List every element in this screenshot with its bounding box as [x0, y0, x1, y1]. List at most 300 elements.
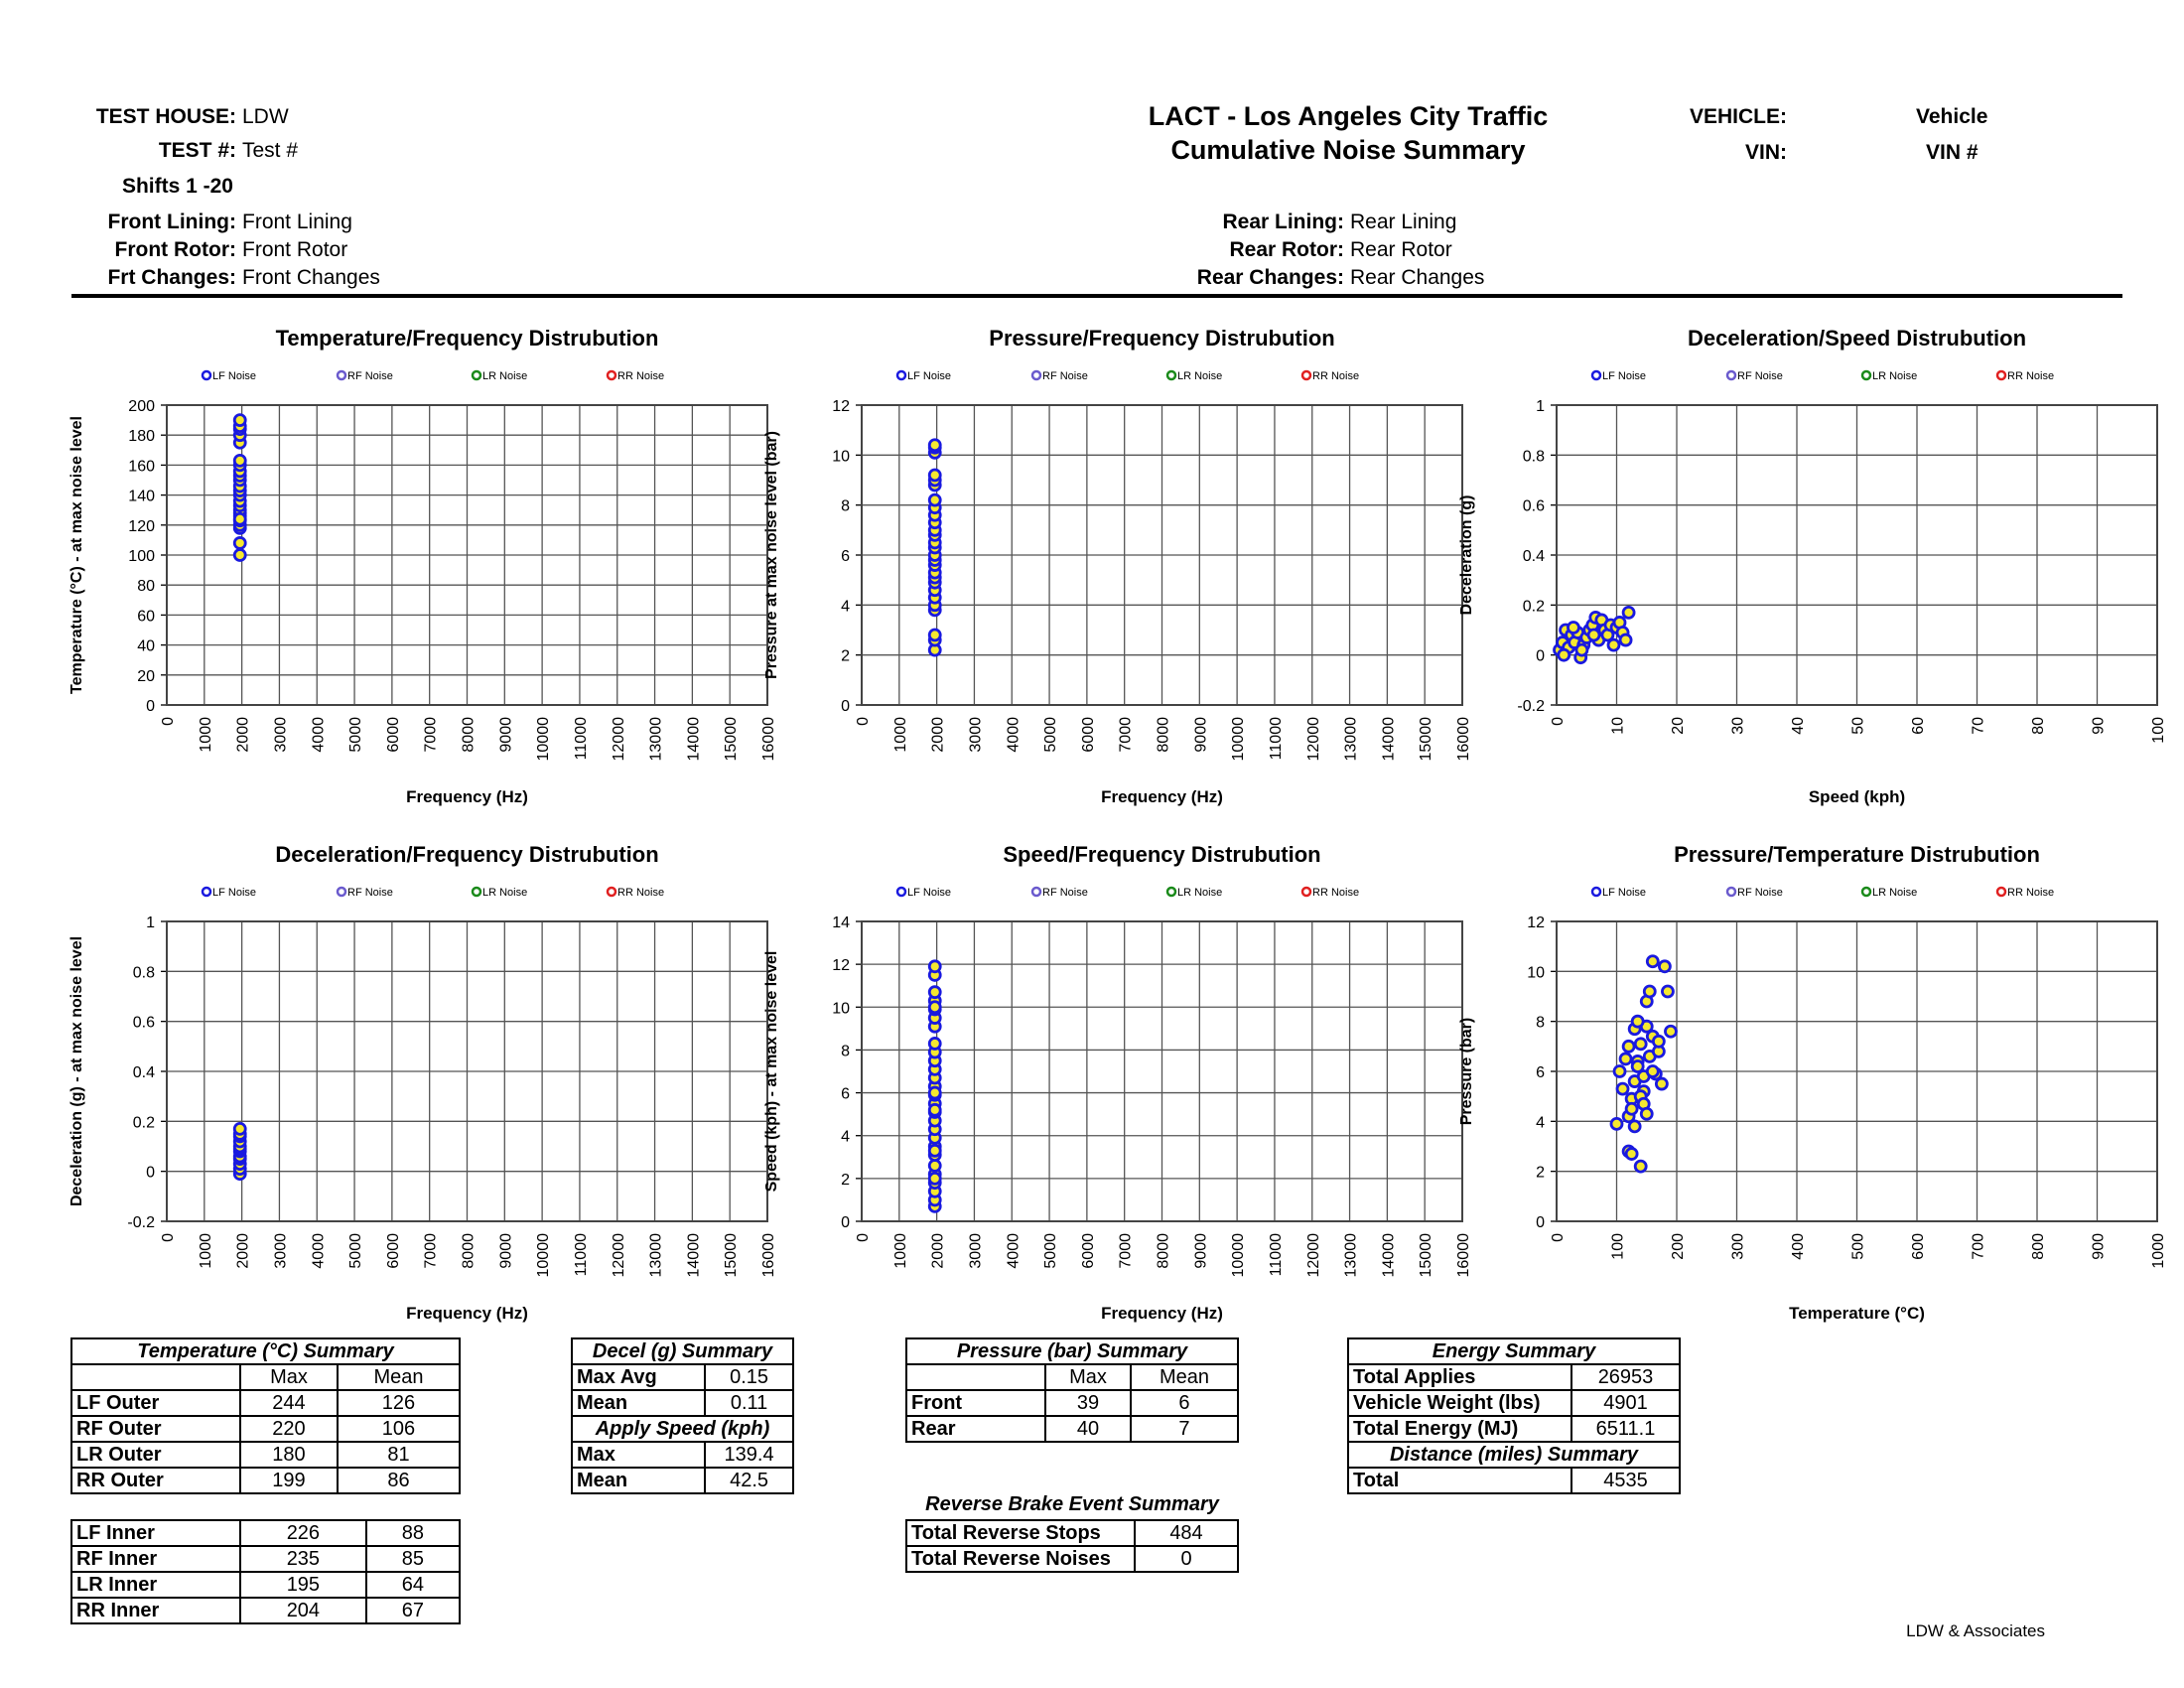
data-point — [1656, 1078, 1667, 1089]
x-tick-label: 9000 — [1192, 1233, 1210, 1269]
x-tick-label: 7000 — [422, 1233, 440, 1269]
x-tick-label: 40 — [1790, 717, 1807, 735]
y-tick-label: 12 — [1527, 914, 1545, 931]
x-tick-label: 1000 — [2150, 1233, 2167, 1269]
y-tick-label: 10 — [1527, 964, 1545, 982]
energy-summary-table — [1347, 1337, 1681, 1494]
footer-credit: LDW & Associates — [1906, 1621, 2045, 1640]
pressure-temperature-chart — [1449, 832, 2184, 1329]
pressure-summary-title: Pressure (bar) Summary — [906, 1338, 1238, 1364]
y-tick-label: 0.6 — [132, 1014, 155, 1032]
x-tick-label: 6000 — [1079, 1233, 1097, 1269]
y-tick-label: 4 — [841, 1128, 850, 1146]
legend-marker — [897, 888, 905, 896]
y-tick-label: 2 — [841, 647, 850, 665]
table-row: Total Applies 26953 — [1348, 1364, 1680, 1390]
x-tick-label: 16000 — [760, 717, 777, 762]
x-tick-label: 5000 — [347, 1233, 365, 1269]
x-tick-label: 16000 — [1455, 717, 1472, 762]
legend-label: RR Noise — [2007, 887, 2055, 899]
chart-title: Speed/Frequency Distrubution — [1003, 842, 1321, 867]
x-tick-label: 16000 — [760, 1233, 777, 1278]
y-tick-label: 0 — [841, 1214, 850, 1231]
x-tick-label: 12000 — [610, 1233, 627, 1278]
x-tick-label: 7000 — [1117, 1233, 1135, 1269]
x-tick-label: 1000 — [197, 717, 214, 753]
data-point — [1626, 1149, 1637, 1160]
x-tick-label: 80 — [2030, 717, 2047, 735]
y-tick-label: 180 — [128, 428, 155, 446]
test-num-label: TEST #: — [158, 139, 236, 162]
energy-summary-title: Energy Summary — [1348, 1338, 1680, 1364]
data-point — [929, 1038, 940, 1049]
pressure-summary-table: Pressure (bar) Summary Max Mean Front 39 6 Rear 40 7 — [905, 1337, 1239, 1443]
x-tick-label: 11000 — [1267, 717, 1285, 761]
x-tick-label: 4000 — [1005, 1233, 1023, 1269]
test-house-label: TEST HOUSE: — [95, 105, 236, 128]
y-tick-label: -0.2 — [127, 1214, 155, 1231]
header-divider — [71, 294, 2122, 298]
chart-title: Deceleration/Frequency Distrubution — [275, 842, 659, 867]
legend-label: LF Noise — [212, 887, 257, 899]
legend-label: RF Noise — [1737, 370, 1783, 382]
y-tick-label: 0.4 — [1522, 548, 1545, 565]
legend-label: LF Noise — [1602, 887, 1647, 899]
temperature-frequency-chart — [60, 316, 794, 812]
legend-marker — [1862, 371, 1870, 379]
legend-marker — [1997, 888, 2005, 896]
x-tick-label: 6000 — [384, 717, 402, 753]
temperature-summary-title: Temperature (°C) Summary — [71, 1338, 460, 1364]
y-tick-label: 140 — [128, 488, 155, 505]
legend-label: LR Noise — [1872, 370, 1918, 382]
data-point — [929, 494, 940, 505]
y-tick-label: 0.4 — [132, 1064, 155, 1081]
data-point — [234, 1123, 245, 1134]
data-point — [929, 470, 940, 481]
legend-label: LF Noise — [1602, 370, 1647, 382]
legend-marker — [338, 888, 345, 896]
table-row: LR Inner 195 64 — [71, 1572, 460, 1598]
data-point — [234, 415, 245, 426]
front-lining-value: Front Lining — [242, 211, 352, 233]
data-point — [1623, 1041, 1634, 1052]
x-tick-label: 2000 — [234, 1233, 252, 1269]
y-tick-label: 8 — [841, 1043, 850, 1060]
data-point — [1588, 630, 1599, 640]
x-tick-label: 900 — [2090, 1233, 2108, 1260]
y-tick-label: 0.2 — [132, 1114, 155, 1132]
inner-temperature-table — [70, 1519, 461, 1624]
x-tick-label: 11000 — [572, 1233, 590, 1277]
x-tick-label: 1000 — [891, 1233, 909, 1269]
x-tick-label: 14000 — [685, 717, 703, 762]
x-axis-label: Frequency (Hz) — [1101, 787, 1223, 806]
legend-label: RR Noise — [617, 370, 665, 382]
y-axis-label: Deceleration (g) — [1458, 494, 1475, 616]
frt-changes-value: Front Changes — [242, 266, 380, 289]
legend-label: RR Noise — [1312, 370, 1360, 382]
table-row: LR Outer 180 81 — [71, 1442, 460, 1468]
y-tick-label: 0.8 — [1522, 448, 1545, 466]
report-title: LACT - Los Angeles City Traffic — [1148, 101, 1549, 131]
table-row: Vehicle Weight (lbs) 4901 — [1348, 1390, 1680, 1416]
report-subtitle: Cumulative Noise Summary — [1170, 135, 1526, 165]
x-tick-label: 8000 — [1155, 717, 1172, 753]
table-row: Total Reverse Noises 0 — [906, 1546, 1238, 1572]
table-row: Total Reverse Stops 484 — [906, 1520, 1238, 1546]
y-axis-label: Pressure (bar) — [1458, 1017, 1475, 1126]
data-point — [1611, 1118, 1622, 1129]
x-tick-label: 7000 — [422, 717, 440, 753]
rear-changes-label: Rear Changes: — [1196, 266, 1344, 289]
data-point — [1559, 649, 1570, 660]
y-tick-label: 8 — [841, 497, 850, 515]
table-row: LF Inner 226 88 — [71, 1520, 460, 1546]
chart-title: Deceleration/Speed Distrubution — [1687, 326, 2027, 351]
data-point — [929, 961, 940, 972]
y-tick-label: 4 — [1536, 1114, 1545, 1132]
x-tick-label: 500 — [1849, 1233, 1867, 1260]
y-tick-label: 0.6 — [1522, 497, 1545, 515]
legend-marker — [608, 888, 615, 896]
x-tick-label: 200 — [1670, 1233, 1687, 1260]
x-tick-label: 14000 — [1380, 1233, 1398, 1278]
frt-changes-label: Frt Changes: — [107, 266, 236, 289]
y-tick-label: 0.8 — [132, 964, 155, 982]
table-row: Front 39 6 — [906, 1390, 1238, 1416]
x-tick-label: 800 — [2030, 1233, 2047, 1260]
legend-marker — [1727, 371, 1735, 379]
legend-marker — [1727, 888, 1735, 896]
y-tick-label: 0 — [146, 1164, 155, 1182]
x-tick-label: 13000 — [647, 717, 665, 762]
x-tick-label: 0 — [855, 717, 872, 726]
y-tick-label: 60 — [137, 608, 155, 626]
x-tick-label: 15000 — [723, 1233, 741, 1278]
x-tick-label: 8000 — [460, 717, 478, 753]
data-point — [1647, 1066, 1658, 1077]
vin-value: VIN # — [1926, 141, 1979, 164]
data-point — [1662, 986, 1673, 997]
y-tick-label: 6 — [1536, 1064, 1545, 1081]
table-row: Total 4535 — [1348, 1468, 1680, 1493]
x-tick-label: 9000 — [497, 1233, 515, 1269]
data-point — [1632, 1016, 1643, 1027]
front-rotor-value: Front Rotor — [242, 238, 348, 261]
vehicle-label: VEHICLE: — [1689, 105, 1787, 128]
x-axis-label: Temperature (°C) — [1789, 1304, 1925, 1323]
col-max: Max — [240, 1364, 338, 1390]
y-axis-label: Deceleration (g) - at max noise level — [68, 935, 85, 1207]
front-rotor-label: Front Rotor: — [114, 238, 236, 261]
x-tick-label: 600 — [1910, 1233, 1927, 1260]
data-point — [1647, 956, 1658, 967]
legend-label: LF Noise — [212, 370, 257, 382]
y-tick-label: 0 — [841, 698, 850, 715]
x-tick-label: 6000 — [1079, 717, 1097, 753]
table-row: Max 139.4 — [572, 1442, 793, 1468]
y-tick-label: 14 — [832, 914, 850, 931]
x-tick-label: 10000 — [1230, 717, 1248, 762]
deceleration-frequency-chart — [60, 832, 794, 1329]
x-tick-label: 300 — [1729, 1233, 1747, 1260]
data-point — [234, 537, 245, 548]
y-tick-label: 4 — [841, 598, 850, 616]
distance-summary-title: Distance (miles) Summary — [1348, 1442, 1680, 1468]
x-tick-label: 13000 — [647, 1233, 665, 1278]
table-row: Rear 40 7 — [906, 1416, 1238, 1442]
x-tick-label: 700 — [1970, 1233, 1987, 1260]
x-tick-label: 50 — [1849, 717, 1867, 735]
data-point — [1617, 1083, 1628, 1094]
data-point — [929, 1160, 940, 1171]
legend-marker — [203, 888, 210, 896]
vin-label: VIN: — [1745, 141, 1787, 164]
speed-frequency-chart — [754, 832, 1489, 1329]
x-tick-label: 13000 — [1342, 717, 1360, 762]
legend-marker — [1997, 371, 2005, 379]
y-tick-label: 6 — [841, 548, 850, 565]
data-point — [1614, 1066, 1625, 1077]
table-row: RF Outer 220 106 — [71, 1416, 460, 1442]
table-row: RR Inner 204 67 — [71, 1598, 460, 1623]
test-num-value: Test # — [242, 139, 299, 162]
x-tick-label: 10 — [1609, 717, 1627, 735]
y-tick-label: 200 — [128, 398, 155, 415]
y-tick-label: 12 — [832, 957, 850, 975]
legend-marker — [203, 371, 210, 379]
data-point — [234, 550, 245, 561]
temperature-summary-table — [70, 1337, 461, 1494]
x-tick-label: 60 — [1910, 717, 1927, 735]
x-tick-label: 0 — [160, 717, 177, 726]
legend-marker — [1032, 888, 1040, 896]
legend-marker — [1167, 371, 1175, 379]
reverse-summary-title: Reverse Brake Event Summary — [925, 1493, 1219, 1515]
chart-title: Pressure/Frequency Distrubution — [989, 326, 1335, 351]
table-row: LF Outer 244 126 — [71, 1390, 460, 1416]
legend-marker — [1862, 888, 1870, 896]
data-point — [929, 987, 940, 998]
x-tick-label: 100 — [1609, 1233, 1627, 1260]
y-tick-label: 8 — [1536, 1014, 1545, 1032]
y-axis-label: Speed (kph) - at max noise level — [763, 950, 780, 1193]
x-tick-label: 16000 — [1455, 1233, 1472, 1278]
x-tick-label: 5000 — [347, 717, 365, 753]
test-house-value: LDW — [242, 105, 289, 128]
x-tick-label: 10000 — [1230, 1233, 1248, 1278]
data-point — [1568, 622, 1578, 633]
legend-marker — [1592, 888, 1600, 896]
x-tick-label: 20 — [1670, 717, 1687, 735]
legend-label: RF Noise — [347, 370, 393, 382]
decel-summary-table — [571, 1337, 794, 1494]
x-tick-label: 13000 — [1342, 1233, 1360, 1278]
decel-summary-title: Decel (g) Summary — [572, 1338, 793, 1364]
x-tick-label: 5000 — [1042, 717, 1060, 753]
rear-changes-value: Rear Changes — [1350, 266, 1485, 289]
x-tick-label: 3000 — [272, 1233, 290, 1269]
legend-label: LR Noise — [1872, 887, 1918, 899]
deceleration-speed-chart — [1449, 316, 2184, 812]
x-axis-label: Frequency (Hz) — [1101, 1304, 1223, 1323]
y-tick-label: 10 — [832, 448, 850, 466]
x-tick-label: 30 — [1729, 717, 1747, 735]
x-tick-label: 7000 — [1117, 717, 1135, 753]
y-tick-label: 0 — [1536, 1214, 1545, 1231]
data-point — [1620, 634, 1631, 645]
x-tick-label: 9000 — [497, 717, 515, 753]
x-tick-label: 15000 — [723, 717, 741, 762]
x-tick-label: 3000 — [272, 717, 290, 753]
x-tick-label: 400 — [1790, 1233, 1807, 1260]
x-tick-label: 100 — [2150, 717, 2167, 744]
legend-label: LF Noise — [907, 887, 952, 899]
data-point — [234, 513, 245, 524]
data-point — [929, 630, 940, 640]
vehicle-value: Vehicle — [1916, 105, 1988, 128]
legend-marker — [1302, 371, 1310, 379]
data-point — [1620, 1054, 1631, 1064]
y-tick-label: 80 — [137, 578, 155, 596]
legend-marker — [473, 371, 480, 379]
data-point — [234, 455, 245, 466]
table-row: Max Avg 0.15 — [572, 1364, 793, 1390]
x-tick-label: 14000 — [685, 1233, 703, 1278]
x-tick-label: 3000 — [967, 1233, 985, 1269]
data-point — [1635, 1161, 1646, 1172]
rear-rotor-value: Rear Rotor — [1350, 238, 1452, 261]
x-tick-label: 10000 — [535, 717, 553, 762]
legend-marker — [1167, 888, 1175, 896]
apply-speed-title: Apply Speed (kph) — [572, 1416, 793, 1442]
data-point — [929, 1087, 940, 1098]
x-tick-label: 0 — [855, 1233, 872, 1242]
y-tick-label: 10 — [832, 1000, 850, 1018]
x-tick-label: 90 — [2090, 717, 2108, 735]
legend-marker — [608, 371, 615, 379]
data-point — [929, 1002, 940, 1013]
y-tick-label: 2 — [1536, 1164, 1545, 1182]
data-point — [1629, 1121, 1640, 1132]
front-lining-label: Front Lining: — [107, 211, 236, 233]
rear-rotor-label: Rear Rotor: — [1229, 238, 1344, 261]
x-tick-label: 4000 — [1005, 717, 1023, 753]
rear-lining-value: Rear Lining — [1350, 211, 1457, 233]
table-row: Mean 0.11 — [572, 1390, 793, 1416]
chart-title: Temperature/Frequency Distrubution — [275, 326, 659, 351]
x-tick-label: 2000 — [234, 717, 252, 753]
y-tick-label: 100 — [128, 548, 155, 565]
rear-lining-label: Rear Lining: — [1222, 211, 1344, 233]
x-axis-label: Frequency (Hz) — [406, 787, 528, 806]
data-point — [1653, 1036, 1664, 1047]
y-axis-label: Temperature (°C) - at max noise level — [68, 416, 85, 694]
x-tick-label: 14000 — [1380, 717, 1398, 762]
pressure-frequency-chart — [754, 316, 1489, 812]
x-tick-label: 11000 — [1267, 1233, 1285, 1277]
y-tick-label: 160 — [128, 458, 155, 476]
x-tick-label: 3000 — [967, 717, 985, 753]
x-tick-label: 1000 — [197, 1233, 214, 1269]
data-point — [929, 440, 940, 451]
y-tick-label: 120 — [128, 517, 155, 535]
x-tick-label: 10000 — [535, 1233, 553, 1278]
legend-marker — [1592, 371, 1600, 379]
legend-marker — [1302, 888, 1310, 896]
data-point — [1623, 607, 1634, 618]
y-tick-label: -0.2 — [1517, 698, 1545, 715]
y-tick-label: 20 — [137, 667, 155, 685]
legend-label: RR Noise — [2007, 370, 2055, 382]
data-point — [929, 1173, 940, 1184]
x-tick-label: 0 — [160, 1233, 177, 1242]
y-tick-label: 1 — [1536, 398, 1545, 415]
x-tick-label: 8000 — [460, 1233, 478, 1269]
x-axis-label: Frequency (Hz) — [406, 1304, 528, 1323]
legend-label: RF Noise — [347, 887, 393, 899]
x-tick-label: 4000 — [310, 1233, 328, 1269]
y-axis-label: Pressure at max noise level (bar) — [763, 431, 780, 679]
data-point — [1659, 961, 1670, 972]
data-point — [929, 1145, 940, 1156]
legend-label: RF Noise — [1042, 370, 1088, 382]
y-tick-label: 0.2 — [1522, 598, 1545, 616]
x-tick-label: 0 — [1550, 1233, 1567, 1242]
legend-label: LR Noise — [1177, 370, 1223, 382]
col-mean: Mean — [338, 1364, 460, 1390]
x-tick-label: 70 — [1970, 717, 1987, 735]
chart-title: Pressure/Temperature Distrubution — [1674, 842, 2040, 867]
legend-label: RF Noise — [1737, 887, 1783, 899]
table-row: Total Energy (MJ) 6511.1 — [1348, 1416, 1680, 1442]
legend-marker — [338, 371, 345, 379]
data-point — [1644, 986, 1655, 997]
legend-label: RR Noise — [617, 887, 665, 899]
x-tick-label: 0 — [1550, 717, 1567, 726]
x-tick-label: 9000 — [1192, 717, 1210, 753]
legend-marker — [473, 888, 480, 896]
data-point — [1626, 1103, 1637, 1114]
x-tick-label: 15000 — [1418, 717, 1435, 762]
legend-label: LR Noise — [482, 370, 528, 382]
x-tick-label: 5000 — [1042, 1233, 1060, 1269]
data-point — [1641, 1108, 1652, 1119]
reverse-summary-table — [905, 1519, 1239, 1573]
table-row: Mean 42.5 — [572, 1468, 793, 1493]
legend-label: LR Noise — [1177, 887, 1223, 899]
data-point — [1608, 639, 1619, 650]
x-tick-label: 12000 — [1304, 717, 1322, 762]
x-tick-label: 11000 — [572, 717, 590, 761]
data-point — [1665, 1026, 1676, 1037]
x-tick-label: 15000 — [1418, 1233, 1435, 1278]
y-tick-label: 12 — [832, 398, 850, 415]
legend-label: LF Noise — [907, 370, 952, 382]
legend-marker — [897, 371, 905, 379]
legend-label: LR Noise — [482, 887, 528, 899]
table-row: RR Outer 199 86 — [71, 1468, 460, 1493]
x-tick-label: 1000 — [891, 717, 909, 753]
y-tick-label: 2 — [841, 1171, 850, 1189]
legend-label: RF Noise — [1042, 887, 1088, 899]
data-point — [929, 1104, 940, 1115]
x-tick-label: 12000 — [610, 717, 627, 762]
x-tick-label: 12000 — [1304, 1233, 1322, 1278]
legend-marker — [1032, 371, 1040, 379]
y-tick-label: 1 — [146, 914, 155, 931]
